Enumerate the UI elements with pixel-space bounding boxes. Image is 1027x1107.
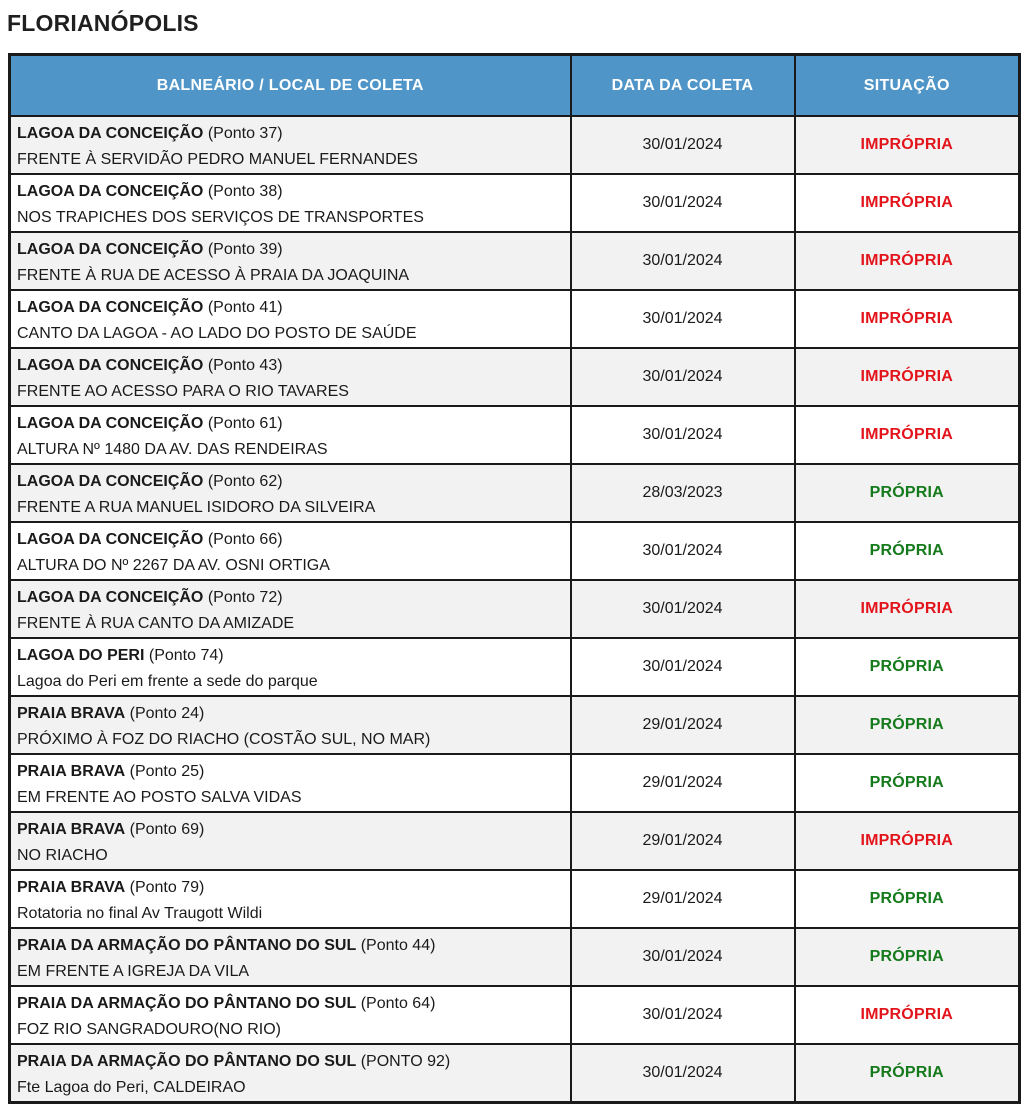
beach-name: LAGOA DA CONCEIÇÃO (17, 125, 204, 142)
table-row (10, 754, 1020, 812)
beach-name: PRAIA BRAVA (17, 879, 126, 896)
collection-date: 30/01/2024 (571, 986, 795, 1044)
beach-name: LAGOA DA CONCEIÇÃO (17, 183, 204, 200)
table-row (10, 812, 1020, 870)
location-cell (10, 464, 571, 522)
beach-name: PRAIA DA ARMAÇÃO DO PÂNTANO DO SUL (17, 1053, 357, 1070)
table-row (10, 232, 1020, 290)
collection-date: 30/01/2024 (571, 928, 795, 986)
table-row (10, 290, 1020, 348)
collection-address: PRÓXIMO À FOZ DO RIACHO (COSTÃO SUL, NO MAR) (17, 731, 431, 748)
location-cell (10, 348, 571, 406)
column-header-location: BALNEÁRIO / LOCAL DE COLETA (10, 55, 571, 117)
point-number: (Ponto 37) (207, 125, 283, 142)
table-row (10, 696, 1020, 754)
table-header-row (10, 55, 1020, 117)
point-number: (PONTO 92) (360, 1053, 451, 1070)
point-number: (Ponto 43) (207, 357, 283, 374)
status-badge: IMPRÓPRIA (795, 580, 1020, 638)
status-badge: PRÓPRIA (795, 870, 1020, 928)
collection-date: 30/01/2024 (571, 290, 795, 348)
collection-date: 29/01/2024 (571, 812, 795, 870)
beach-name: PRAIA BRAVA (17, 705, 126, 722)
point-number: (Ponto 24) (129, 705, 205, 722)
collection-date: 28/03/2023 (571, 464, 795, 522)
collection-address: Rotatoria no final Av Traugott Wildi (17, 905, 263, 922)
collection-date: 30/01/2024 (571, 1044, 795, 1103)
location-cell (10, 870, 571, 928)
beach-name: LAGOA DA CONCEIÇÃO (17, 473, 204, 490)
location-cell (10, 116, 571, 174)
location-cell (10, 232, 571, 290)
collection-address: ALTURA DO Nº 2267 DA AV. OSNI ORTIGA (17, 557, 330, 574)
status-badge: IMPRÓPRIA (795, 812, 1020, 870)
status-badge: PRÓPRIA (795, 754, 1020, 812)
collection-address: FRENTE AO ACESSO PARA O RIO TAVARES (17, 383, 349, 400)
beach-name: LAGOA DA CONCEIÇÃO (17, 299, 204, 316)
beach-name: LAGOA DA CONCEIÇÃO (17, 357, 204, 374)
collection-address: ALTURA Nº 1480 DA AV. DAS RENDEIRAS (17, 441, 328, 458)
status-badge: IMPRÓPRIA (795, 232, 1020, 290)
point-number: (Ponto 61) (207, 415, 283, 432)
location-cell (10, 986, 571, 1044)
status-badge: PRÓPRIA (795, 1044, 1020, 1103)
table-row (10, 522, 1020, 580)
location-cell (10, 754, 571, 812)
point-number: (Ponto 38) (207, 183, 283, 200)
location-cell (10, 290, 571, 348)
location-cell (10, 174, 571, 232)
collection-address: NO RIACHO (17, 847, 108, 864)
table-row (10, 928, 1020, 986)
collection-address: FRENTE À RUA CANTO DA AMIZADE (17, 615, 295, 632)
collection-address: Lagoa do Peri em frente a sede do parque (17, 673, 318, 690)
collection-date: 30/01/2024 (571, 638, 795, 696)
point-number: (Ponto 66) (207, 531, 283, 548)
table-row (10, 116, 1020, 174)
status-badge: IMPRÓPRIA (795, 986, 1020, 1044)
location-cell (10, 406, 571, 464)
column-header-status: SITUAÇÃO (795, 55, 1020, 117)
collection-date: 29/01/2024 (571, 696, 795, 754)
beach-name: LAGOA DO PERI (17, 647, 145, 664)
beach-name: PRAIA DA ARMAÇÃO DO PÂNTANO DO SUL (17, 937, 357, 954)
beach-name: LAGOA DA CONCEIÇÃO (17, 589, 204, 606)
column-header-date: DATA DA COLETA (571, 55, 795, 117)
table-row (10, 870, 1020, 928)
point-number: (Ponto 62) (207, 473, 283, 490)
table-row (10, 406, 1020, 464)
collection-date: 29/01/2024 (571, 870, 795, 928)
location-cell (10, 928, 571, 986)
collection-date: 30/01/2024 (571, 580, 795, 638)
status-badge: IMPRÓPRIA (795, 174, 1020, 232)
table-row (10, 580, 1020, 638)
table-row (10, 464, 1020, 522)
location-cell (10, 580, 571, 638)
collection-address: NOS TRAPICHES DOS SERVIÇOS DE TRANSPORTES (17, 209, 424, 226)
table-row (10, 1044, 1020, 1103)
beach-name: PRAIA BRAVA (17, 821, 126, 838)
status-badge: PRÓPRIA (795, 928, 1020, 986)
collection-address: FRENTE À SERVIDÃO PEDRO MANUEL FERNANDES (17, 151, 418, 168)
point-number: (Ponto 44) (360, 937, 436, 954)
point-number: (Ponto 25) (129, 763, 205, 780)
collection-date: 29/01/2024 (571, 754, 795, 812)
table-row (10, 638, 1020, 696)
collection-date: 30/01/2024 (571, 232, 795, 290)
beach-name: PRAIA DA ARMAÇÃO DO PÂNTANO DO SUL (17, 995, 357, 1012)
status-badge: PRÓPRIA (795, 696, 1020, 754)
status-badge: IMPRÓPRIA (795, 116, 1020, 174)
point-number: (Ponto 72) (207, 589, 283, 606)
point-number: (Ponto 41) (207, 299, 283, 316)
water-quality-table (8, 53, 1021, 1104)
collection-address: EM FRENTE AO POSTO SALVA VIDAS (17, 789, 302, 806)
beach-name: LAGOA DA CONCEIÇÃO (17, 531, 204, 548)
collection-address: CANTO DA LAGOA - AO LADO DO POSTO DE SAÚDE (17, 325, 417, 342)
location-cell (10, 812, 571, 870)
collection-date: 30/01/2024 (571, 522, 795, 580)
collection-address: EM FRENTE A IGREJA DA VILA (17, 963, 250, 980)
status-badge: IMPRÓPRIA (795, 348, 1020, 406)
table-row (10, 174, 1020, 232)
point-number: (Ponto 39) (207, 241, 283, 258)
status-badge: PRÓPRIA (795, 522, 1020, 580)
status-badge: PRÓPRIA (795, 638, 1020, 696)
collection-date: 30/01/2024 (571, 348, 795, 406)
collection-date: 30/01/2024 (571, 174, 795, 232)
location-cell (10, 522, 571, 580)
collection-address: FRENTE A RUA MANUEL ISIDORO DA SILVEIRA (17, 499, 376, 516)
collection-address: FRENTE À RUA DE ACESSO À PRAIA DA JOAQUINA (17, 267, 410, 284)
table-row (10, 986, 1020, 1044)
location-cell (10, 1044, 571, 1103)
beach-name: PRAIA BRAVA (17, 763, 126, 780)
location-cell (10, 696, 571, 754)
location-cell (10, 638, 571, 696)
point-number: (Ponto 74) (148, 647, 224, 664)
status-badge: PRÓPRIA (795, 464, 1020, 522)
status-badge: IMPRÓPRIA (795, 290, 1020, 348)
table-body (10, 116, 1020, 1103)
collection-address: FOZ RIO SANGRADOURO(NO RIO) (17, 1021, 281, 1038)
collection-date: 30/01/2024 (571, 116, 795, 174)
point-number: (Ponto 79) (129, 879, 205, 896)
collection-date: 30/01/2024 (571, 406, 795, 464)
point-number: (Ponto 69) (129, 821, 205, 838)
beach-name: LAGOA DA CONCEIÇÃO (17, 241, 204, 258)
beach-name: LAGOA DA CONCEIÇÃO (17, 415, 204, 432)
collection-address: Fte Lagoa do Peri, CALDEIRAO (17, 1079, 246, 1096)
status-badge: IMPRÓPRIA (795, 406, 1020, 464)
point-number: (Ponto 64) (360, 995, 436, 1012)
table-row (10, 348, 1020, 406)
page-title: FLORIANÓPOLIS (7, 10, 199, 36)
